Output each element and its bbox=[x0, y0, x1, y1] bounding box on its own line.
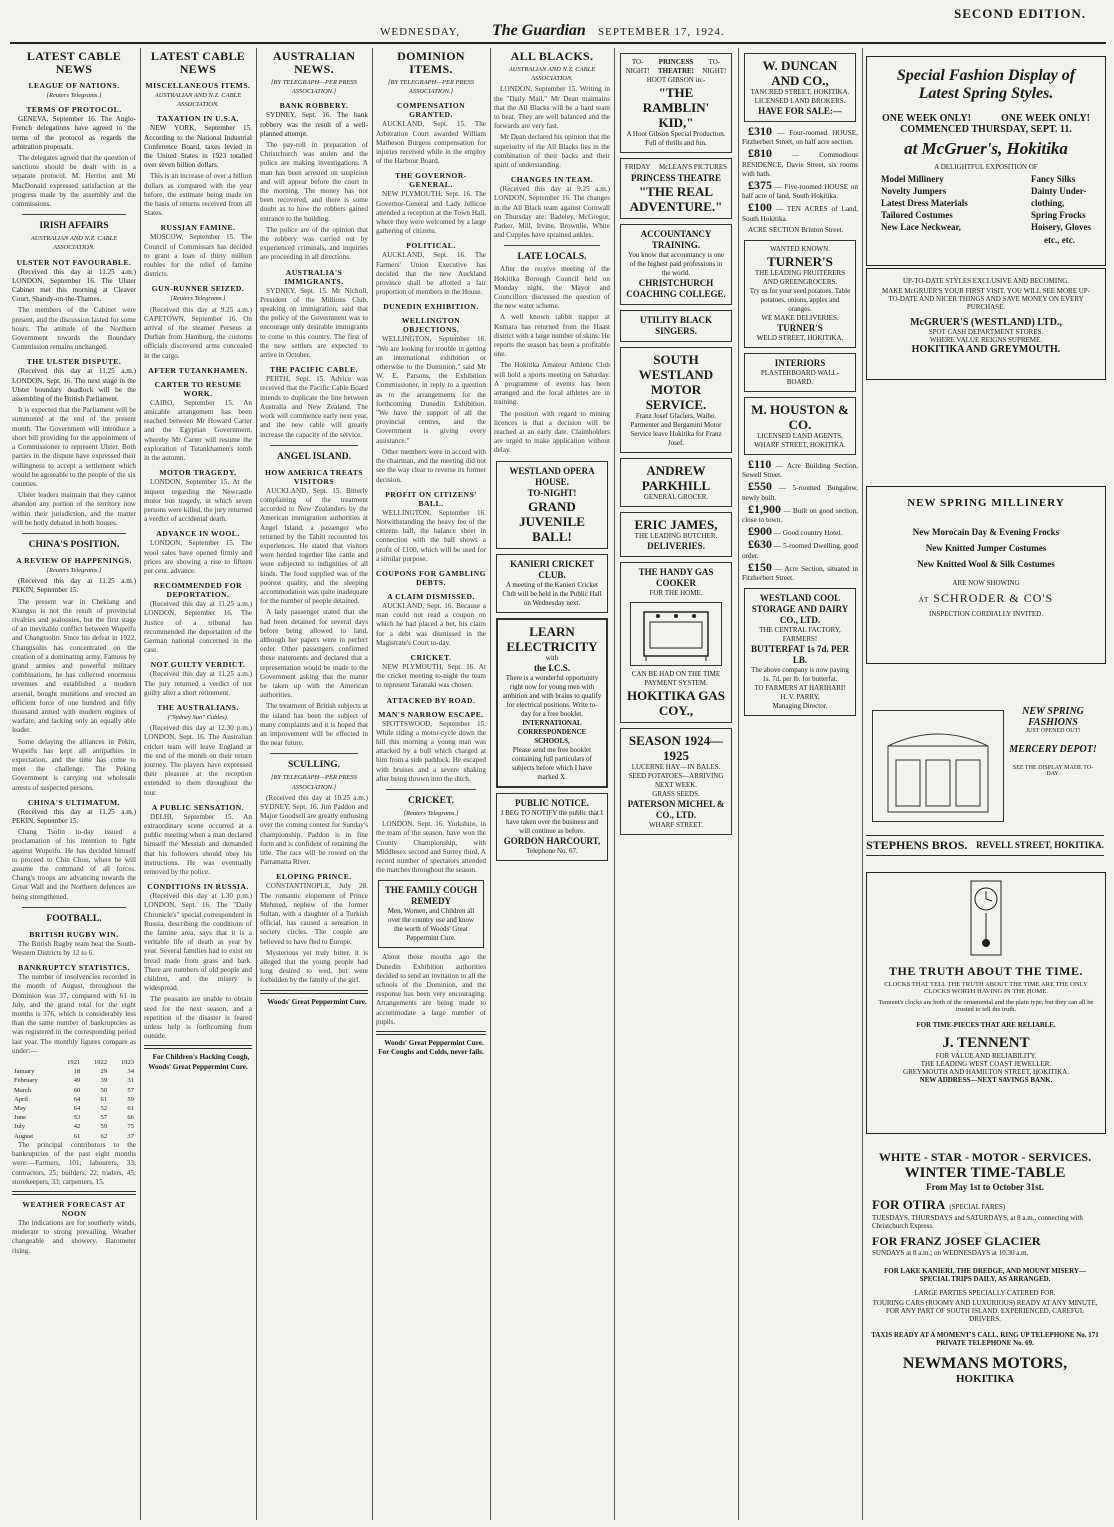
advert-singers: UTILITY BLACK SINGERS. bbox=[620, 310, 732, 342]
article-text: SYDNEY, Sept. 15. Mr Nicholl, President of the Millions Club, speaking on immigration, said that the policy of the Government was to encourage only desirable immigrants to come to this country. The first of the new settlers are expected to arrive in October. bbox=[260, 286, 368, 360]
table-row: April 64 61 59 bbox=[14, 1095, 134, 1103]
subheading: A PUBLIC SENSATION. bbox=[151, 802, 245, 812]
advert-cool-storage: WESTLAND COOL STORAGE AND DAIRY CO., LTD. THE CENTRAL FACTORY, FARMERS! BUTTERFAT 1s 7d. PER LB. The above company is now paying 1s. 7d. per lb. for butterfat. TO FARMERS AT HARIHARI! H. V. PARRY, Managing Director. bbox=[744, 588, 856, 716]
article-text: The present war in Chekiang and Kiangsu is not the result of provincial rivalries and jealousies, but the first stage of an inevitable conflict between Wupeifu and Changtsolin. Since his defeat in 1922, Changtsolin has concentrated on the creation of a dominating army. Famous by grand armies and powerful military combinations, he has collected enormous revenues and established a modern arsenal, bought munitions and erected an efficient force of one hundred and fifty thousand armed with modern engines of warfare, and lacking only an equally able leader. bbox=[12, 597, 136, 735]
masthead-day: WEDNESDAY, bbox=[380, 26, 460, 38]
source-line: AUSTRALIAN AND N.Z. CABLE ASSOCIATION. bbox=[154, 92, 242, 109]
article-text: This is an increase of over a billion dollars as compared with the year before, the estimate being made on the basis of returns received from all States. bbox=[144, 172, 252, 218]
table-row: May 64 52 61 bbox=[14, 1105, 134, 1113]
article-text: AUCKLAND, Sept. 15. Bitterly complaining of the treatment accorded to New Zealanders by the American immigration authorities at Angel Island, a passenger who returned by the Tahiti recounted his experiences. He stated that visitors were herded together like cattle and were subjected to indignities of all kinds. The food supplied was of the poorest quality, and the sleeping accommodation was quite inadequate for the number of people detained. bbox=[260, 486, 368, 606]
column-6 bbox=[618, 48, 734, 1520]
advert-motor-service: SOUTH WESTLAND MOTOR SERVICE. Franz Josef Glaciers, Waiho. Parmenter and Bergamini Motor Service leave Hokitika for Franz Josef. bbox=[620, 347, 732, 453]
column-rule bbox=[372, 48, 373, 1520]
subheading: DUNEDIN EXHIBITION. bbox=[383, 302, 479, 312]
article-text: GENEVA, September 16. The Anglo-French delegations have agreed to the terms of the protocol as regards the arbitration proposals. bbox=[12, 115, 136, 151]
article-text: Mr Dean declared his opinion that the superiority of the All Blacks lies in the combination of their backs and their spirit of understanding. bbox=[494, 133, 610, 170]
subheading: TERMS OF PROTOCOL. bbox=[26, 105, 122, 115]
article-text: (Received this day at 12.30 p.m.) LONDON, Sept. 16. The Australian cricket team will leave England at the end of the month on their return journey. The players have expressed their pleasure at the reception extended to them throughout the tour. bbox=[144, 724, 252, 797]
subheading: BRITISH RUGBY WIN. bbox=[29, 929, 119, 939]
subheading: AFTER TUTANKHAMEN. bbox=[148, 365, 248, 375]
subheading: CHANGES IN TEAM. bbox=[510, 175, 594, 185]
property-listing: £810 — Commodious RESIDENCE, Davie Street, six rooms with bath. bbox=[742, 146, 858, 178]
subheading: A CLAIM DISMISSED. bbox=[387, 591, 475, 601]
advert-parkhill: ANDREW PARKHILL GENERAL GROCER. bbox=[620, 458, 732, 507]
subheading: BANKRUPTCY STATISTICS. bbox=[18, 963, 130, 973]
headline: IRISH AFFAIRS bbox=[39, 221, 109, 232]
column-4 bbox=[376, 48, 486, 1520]
advert-turners: WANTED KNOWN. TURNER'S THE LEADING FRUITERERS AND GREENGROCERS. Try us for your seed potatoes. Table potatoes, onions, apples and oranges. WE MAKE DELIVERIES. TURNER'S WELD STREET, HOKITIKA. bbox=[744, 240, 856, 348]
property-listing: £310 — Four-roomed HOUSE, Fitzherbert Street, on half acre section. bbox=[742, 124, 858, 147]
article-text: WELLINGTON, September 16. "We are looking for trouble in getting an international exhibition or otherwise to the Dominion," said Mr W. E. Parsons, the Exhibition Commissioner, in reply to a question as to the arrangements for the forthcoming Dunedin Exhibition. "We have the support of all the provincial centres, and the Government is giving every assistance." bbox=[376, 335, 486, 445]
article-text: (Received this day at 9.25 a.m.) LONDON, September 16. The changes in the All Black team against Cornwall on Thursday are: Badeley, McGregor, Parker, Mill, Irvine, Brownlie, White and Cupples have sprained ankles. bbox=[494, 185, 610, 240]
article-text: (Received this day at 11.25 a.m.) The jury returned a verdict of not guilty after a short retirement. bbox=[144, 670, 252, 697]
advert-schroder: NEW SPRING MILLINERY New Morocain Day & Evening Frocks New Knitted Jumper Costumes New Knitted Wool & Silk Costumes ARE NOW SHOWING AT SCHRODER & CO'S INSPECTION CORDIALLY INVITED. bbox=[866, 486, 1106, 664]
advert-gas-cooker: THE HANDY GAS COOKER FOR THE HOME. CAN BE HAD ON THE TIME PAYMENT SYSTEM. HOKITIKA GAS COY., bbox=[620, 562, 732, 723]
advert-public-notice: PUBLIC NOTICE. I BEG TO NOTIFY the public that I have taken over the business and will continue as before. GORDON HARCOURT, Telephone No. 67. bbox=[496, 793, 608, 861]
article-text: (Received this day at 1.30 p.m.) LONDON, Sept. 16. The "Daily Chronicle's" special correspondent in Russia, describing the conditions of the famine area, says that it is a veritable life of death as year by year. Several families had to exist on bread made from grass and bark. There are numbers of old people and children, and the misery is widespread. bbox=[144, 892, 252, 993]
column-5 bbox=[494, 48, 610, 1520]
article-text: LONDON, September 15. Writing in the "Daily Mail," Mr Dean maintains that the All Blacks will be a hard team to beat. They are well balanced and the forwards are very fast. bbox=[494, 85, 610, 131]
article-text: Mysterious yet truly bitter, it is alleged that the young people had long desired to wed, but were forbidden by the family of the girl. bbox=[260, 948, 368, 985]
table-row: August 61 62 37 bbox=[14, 1132, 134, 1140]
subheading: NOT GUILTY VERDICT. bbox=[150, 660, 246, 670]
advert-electricity: LEARN ELECTRICITY with the I.C.S. There is a wonderful opportunity right now for young men with ambition and with brains to qualify for electrical positions. Write to-day for a free booklet. INTERNATIONAL CORRESPONDENCE SCHOOLS, Please send me free booklet containing full particulars of subjects before which I have marked X. bbox=[496, 618, 608, 788]
column-rule bbox=[140, 48, 141, 1520]
source-line: [Reuters Telegrams.] bbox=[170, 295, 226, 303]
column-2 bbox=[144, 48, 252, 1520]
article-text: CAIRO, September 15. An amicable arrangement has been reached between Mr Howard Carter and the Egyptian Government, whereby Mr Carter will resume the exploration of Tutankhamen's tomb in the autumn. bbox=[144, 398, 252, 463]
table-row: January 18 29 34 bbox=[14, 1068, 134, 1076]
article-text: AUCKLAND, Sept. 16. The Farmers' Union Executive has decided that the new Auckland province shall be allotted a fair proportion of members in the House. bbox=[376, 251, 486, 297]
subheading: ULSTER NOT FAVOURABLE. bbox=[16, 257, 132, 267]
subheading: TAXATION IN U.S.A. bbox=[157, 114, 239, 124]
subheading: ADVANCE IN WOOL. bbox=[156, 529, 240, 539]
source-line: [Reuters Telegrams.] bbox=[403, 809, 459, 817]
article-text: The position with regard to mining licences is that a decision will be reached at an early date. Claimholders are urged to make application without delay. bbox=[494, 409, 610, 455]
masthead bbox=[0, 0, 1114, 42]
shopfront-illustration-icon bbox=[872, 710, 1004, 822]
advert-newmans-motors: WHITE - STAR - MOTOR - SERVICES. WINTER TIME-TABLE From May 1st to October 31st. FOR OTIRA (SPECIAL FARES) TUESDAYS, THURSDAYS and SATURDAYS, at 8 a.m., connecting with Christchurch Express. FOR FRANZ JOSEF GLACIER SUNDAYS at 8 a.m.; on WEDNESDAYS at 10.30 a.m. FOR LAKE KANIERI, THE DREDGE, AND MOUNT MISERY—SPECIAL TRIPS DAILY, AS ARRANGED. LARGE PARTIES SPECIALLY CATERED FOR. TOURING CARS (ROOMY AND LUXURIOUS) READY AT ANY MINUTE, FOR ANY PART OF SOUTH ISLAND. EXPERIENCED, CAREFUL DRIVERS. TAXIS READY AT A MOMENT'S CALL. RING UP TELEPHONE No. 171 PRIVATE TELEPHONE No. 69. NEWMANS MOTORS, HOKITIKA bbox=[866, 1146, 1104, 1510]
table-row: March 60 50 57 bbox=[14, 1086, 134, 1094]
headline: ALL BLACKS. bbox=[510, 49, 594, 63]
article-text: Ulster leaders maintain that they cannot abandon any portion of the territory now within their jurisdiction, and the matter will be hotly debated in both houses. bbox=[12, 491, 136, 527]
advert-text: Woods' Great Peppermint Cure. For Coughs and Colds, never fails. bbox=[378, 1039, 484, 1057]
advert-text: Woods' Great Peppermint Cure. bbox=[267, 997, 367, 1006]
article-text: PERTH, Sept. 15. Advice was received that the Pacific Cable Board intends to duplicate the line between Australia and New Zealand. The work will commence early next year, and the new cable will greatly increase the capacity of the service. bbox=[260, 375, 368, 439]
article-text: A well known rabbit trapper at Kumara has returned from the Haast district with a large number of skins. He reports the season has been a profitable one. bbox=[494, 313, 610, 359]
article-text: SYDNEY, Sept. 16. The bank robbery was the result of a well-planned attempt. bbox=[260, 111, 368, 138]
article-text: LONDON, Sept. 16. Yorkshire, in the team of the season, have won the County Championship, with Middlesex second and Surrey third. A record number of spectators attended the matches throughout the season. bbox=[376, 820, 486, 875]
table-header-row: 1921 1922 1923 bbox=[67, 1059, 134, 1067]
subheading: COUPONS FOR GAMBLING DEBTS. bbox=[376, 568, 486, 587]
headline: FOOTBALL. bbox=[46, 913, 102, 924]
advert-interiors: INTERIORS PLASTERBOARD WALL-BOARD. bbox=[744, 353, 856, 392]
article-text: The members of the Cabinet were present, and the discussion lasted for some hours. The attitude of the Northern Government towards the Boundary Commission remains unchanged. bbox=[12, 306, 136, 352]
article-text: (Received this day at 9.25 a.m.) CAPETOWN, September 16. On arrival of the steamer Perseus at Durban from Hamburg, the customs officials discovered arms concealed in the cargo. bbox=[144, 305, 252, 360]
masthead-paper-title: The Guardian bbox=[492, 22, 586, 39]
column-3 bbox=[260, 48, 368, 1520]
headline: MISCELLANEOUS ITEMS. bbox=[145, 81, 251, 90]
edition-label: SECOND EDITION. bbox=[953, 6, 1086, 21]
column-rule bbox=[614, 48, 615, 1520]
headline: LATEST CABLE NEWS bbox=[150, 49, 246, 76]
column-rule bbox=[256, 48, 257, 1520]
article-text: NEW PLYMOUTH, Sept. 16. At the cricket meeting to-night the team to represent Taranaki was chosen. bbox=[376, 662, 486, 690]
source-line: [Reuters Telegrams.] bbox=[46, 566, 102, 574]
advert-princess-theatre: TO-NIGHT! PRINCESS THEATRE! TO-NIGHT! HOOT GIBSON in:- "THE RAMBLIN' KID," A Hoot Gibson Special Production. Full of thrills and fun. bbox=[620, 53, 732, 153]
article-text: (Received this day at 11.25 a.m.) PEKIN, September 15. bbox=[12, 807, 136, 825]
advert-duncan: W. DUNCAN AND CO., TANCRED STREET, HOKITIKA. LICENSED LAND BROKERS. HAVE FOR SALE:— bbox=[744, 53, 856, 122]
subheading: RECOMMENDED FOR DEPORTATION. bbox=[153, 581, 243, 600]
article-text: The principal contributors to the bankruptcies of the past eight months were:—Farmers, 101; labourers, 33; contractors, 25; builders, 22; traders, 45; storekeepers, 33; carpenters, 15. bbox=[12, 1140, 136, 1186]
source-line: ("Sydney Sun" Cables). bbox=[167, 713, 229, 721]
advert-mcleans-pictures: FRIDAY McLEAN'S PICTURES PRINCESS THEATRE "THE REAL ADVENTURE." bbox=[620, 158, 732, 218]
article-text: The pay-roll in preparation of Christchurch was stolen and the police are making investigations. A man has been arrested on suspicion and will appear before the court in the morning. The money has not been recovered, and there is some doubt as to how the robbers gained entrance to the building. bbox=[260, 141, 368, 223]
advert-accountancy: ACCOUNTANCY TRAINING. You know that accountancy is one of the highest paid professions in the world. CHRISTCHURCH COACHING COLLEGE. bbox=[620, 224, 732, 305]
column-rule bbox=[738, 48, 739, 1520]
subheading: THE GOVERNOR-GENERAL. bbox=[395, 171, 467, 190]
advert-mcgruer-fashion: Special Fashion Display of Latest Spring Styles. ONE WEEK ONLY! ONE WEEK ONLY! COMMENCED THURSDAY, SEPT. 11. at McGruer's, Hokitika A DELIGHTFUL EXPOSITION OF Model Millinery Novelty Jumpers Latest Dress Materials Tailored Costumes New Lace Neckwear, Fancy Silks Dainty Under- clothing, Spring Frocks Hoisery, Gloves etc., etc. bbox=[866, 56, 1106, 266]
property-listing: £630 — 5-roomed Dwelling, good order. bbox=[742, 537, 858, 560]
advert-cough-remedy: THE FAMILY COUGH REMEDY Men, Women, and Children all over the country use and know the worth of Woods' Great Peppermint Cure. bbox=[378, 880, 484, 948]
column-1 bbox=[12, 48, 136, 1520]
property-listing: ACRE SECTION Brinton Street. bbox=[748, 225, 844, 234]
article-text: The number of insolvencies recorded in the month of August, throughout the Dominion was 37, compared with 61 in July, and the grand total for the eight months is 376, which is considerably less than the same number of bankruptcies as was registered in the corresponding period last year. The monthly figures compare as under:— bbox=[12, 973, 136, 1055]
article-text: Chang Tsolin to-day issued a proclamation of his intention to fight against Wupeifu. He has decided himself to proceed to Chin Chou, where he will assume the command of all forces. Chang's troops are advancing towards the Great Wall and the Northern defences are being strengthened. bbox=[12, 828, 136, 901]
subheading: CHINA'S ULTIMATUM. bbox=[27, 797, 121, 807]
subheading: THE PACIFIC CABLE. bbox=[270, 365, 358, 375]
article-text: The indications are for southerly winds, moderate to strong prevailing. Weather changeable and showery. Barometer rising. bbox=[12, 1218, 136, 1255]
subheading: MAN'S NARROW ESCAPE. bbox=[378, 709, 484, 719]
advert-houston: M. HOUSTON & CO. LICENSED LAND AGENTS, WHARF STREET, HOKITIKA. bbox=[744, 397, 856, 455]
advert-stephens: NEW SPRING FASHIONS JUST OPENED OUT! MERCERY DEPOT! SEE THE DISPLAY MADE TO-DAY. STEPHENS BROS. REVELL STREET, HOKITIKA. bbox=[866, 700, 1104, 870]
subheading: CARTER TO RESUME WORK. bbox=[154, 379, 242, 398]
masthead-date: SEPTEMBER 17, 1924. bbox=[598, 26, 725, 38]
table-row: February 49 39 31 bbox=[14, 1077, 134, 1085]
article-text: Some delaying the alliances in Pekin, Wupeifu has kept all antipathies in expectation, and the time has come to meet the challenge. The Peking Government is carrying out wholesale arrests of suspected persons. bbox=[12, 737, 136, 792]
headline: DOMINION ITEMS. bbox=[397, 49, 465, 76]
advert-seeds: SEASON 1924—1925 LUCERNE HAY—IN BALES. SEED POTATOES—ARRIVING NEXT WEEK. GRASS SEEDS. PATERSON MICHEL & CO., LTD. WHARF STREET. bbox=[620, 728, 732, 835]
subheading: BANK ROBBERY. bbox=[279, 101, 349, 111]
column-rule bbox=[862, 48, 863, 1520]
headline: LATEST CABLE NEWS bbox=[26, 49, 122, 76]
article-text: The peasants are unable to obtain seed for the next season, and a repetition of the disaster is feared unless help is forthcoming from outside. bbox=[144, 995, 252, 1041]
property-listing: £550 — 5-roomed Bungalow, newly built. bbox=[742, 479, 858, 502]
property-listing: £900 — Good country Hotel. bbox=[748, 524, 843, 539]
article-text: DELHI, September 15. An extraordinary scene occurred at a public meeting when a man declared himself the Messiah and demanded that his followers should obey his instructions. He was eventually removed by the police. bbox=[144, 812, 252, 876]
subheading: POLITICAL. bbox=[406, 241, 456, 251]
article-text: After the receive meeting of the Hokitika Borough Council held on Monday night, the Mayor and Councillors discussed the question of the new water scheme. bbox=[494, 265, 610, 311]
subheading: MOTOR TRAGEDY. bbox=[159, 468, 237, 478]
table-row: June 53 57 66 bbox=[14, 1114, 134, 1122]
article-text: (Received this day at 11.25 a.m.) LONDON, September 16. The Justice of a tribunal has recommended the deportation of the German national concerned in the case. bbox=[144, 600, 252, 655]
subheading: CONDITIONS IN RUSSIA. bbox=[147, 882, 249, 892]
subheading: ELOPING PRINCE. bbox=[276, 872, 352, 882]
subheading: COMPENSATION GRANTED. bbox=[396, 101, 466, 120]
article-text: (Received this day at 10.25 a.m.) SYDNEY, Sept. 16. Jim Paddon and Major Goodsell are greatly enthusing over the coming contest for Sunday's championship. Paddon is in fine form and is confident of retaining the title. The race will be rowed on the Parramatta River. bbox=[260, 793, 368, 867]
advert-eric-james: ERIC JAMES, THE LEADING BUTCHER. DELIVERIES. bbox=[620, 512, 732, 557]
source-line: [BY TELEGRAPH—PER PRESS ASSOCIATION.] bbox=[271, 79, 357, 96]
subheading: THE AUSTRALIANS. bbox=[157, 702, 239, 712]
article-text: The delegates agreed that the question of sanctions should be dealt with in a separate protocol. M. Herriot and Mr MacDonald expressed satisfaction at the progress made by the assembly and the commissions. bbox=[12, 154, 136, 209]
article-text: AUCKLAND, Sept. 15. The Arbitration Court awarded William Matheson Burgess compensation for injuries received while in the employ of the Harbour Board. bbox=[376, 120, 486, 166]
subheading: PROFIT ON CITIZENS' BALL. bbox=[385, 489, 477, 508]
headline: SCULLING. bbox=[288, 760, 340, 771]
advert-cricket-club: KANIERI CRICKET CLUB. A meeting of the Kanieri Cricket Club will be held in the Public Hall on Wednesday next. bbox=[496, 554, 608, 613]
headline: CRICKET. bbox=[407, 795, 454, 806]
article-text: The Hokitika Amateur Athletic Club will hold a sports meeting on Saturday. A programme of events has been arranged and the local athletes are in training. bbox=[494, 361, 610, 407]
source-line: [Reuters Telegrams.] bbox=[46, 92, 102, 99]
article-text: The British Rugby team beat the South-Western Districts by 12 to 6. bbox=[12, 939, 136, 958]
article-text: About those mouths ago the Dunedin Exhibition authorities decided to send an invitation to all the schools of the Dominion, and the response has been very encouraging. Arrangements are being made to accommodate a large number of pupils. bbox=[376, 953, 486, 1026]
advert-tennent: THE TRUTH ABOUT THE TIME. CLOCKS THAT TELL THE TRUTH ABOUT THE TIME ARE THE ONLY CLOCKS WORTH HAVING IN THE HOME. Tennent's clocks are both of the ornamental and the plain type, but they can all be trusted to tell the truth. FOR TIME-PIECES THAT ARE RELIABLE. J. TENNENT FOR VALUE AND RELIABILITY. THE LEADING WEST COAST JEWELLER. GREYMOUTH AND HAMILTON STREET, HOKITIKA. NEW ADDRESS—NEXT SAVINGS BANK. bbox=[866, 872, 1106, 1134]
subheading: WELLINGTON OBJECTIONS. bbox=[401, 316, 461, 335]
article-text: CONSTANTINOPLE, July 28. The romantic elopement of Prince Mehmed, nephew of the former Sultan, with a daughter of a Turkish official, has caused a sensation in society circles. The couple are believed to have fled to Europe. bbox=[260, 882, 368, 946]
article-text: The treatment of British subjects at the island has been the subject of many complaints and it is hoped that an improvement will be effected in the near future. bbox=[260, 702, 368, 748]
subheading: THE ULSTER DISPUTE. bbox=[26, 357, 122, 367]
property-listing: £375 — Five-roomed HOUSE on half acre of land, South Hokitika. bbox=[742, 178, 858, 201]
subheading: CRICKET. bbox=[410, 652, 452, 662]
source-line: [BY TELEGRAPH—PER PRESS ASSOCIATION.] bbox=[271, 774, 357, 791]
headline: LEAGUE OF NATIONS. bbox=[28, 81, 120, 90]
subheading: GUN-RUNNER SEIZED. bbox=[151, 284, 245, 294]
article-text: (Received this day at 11.25 a.m.) LONDON, September 16. The Ulster Cabinet met this morning at Cleaver Court, Shandy-on-the-Thames. bbox=[12, 267, 136, 304]
advert-text: For Children's Hacking Cough, Woods' Great Peppermint Cure. bbox=[148, 1053, 250, 1071]
subheading: RUSSIAN FAMINE. bbox=[160, 223, 236, 233]
article-text: AUCKLAND, Sept. 16. Because a man could not read a coupon on which he had placed a bet, his claim for a debt was dismissed in the Magistrate's Court to-day. bbox=[376, 601, 486, 647]
headline: ANGEL ISLAND. bbox=[277, 451, 351, 462]
subheading: A REVIEW OF HAPPENINGS. bbox=[16, 555, 132, 565]
source-line: AUSTRALIAN AND N.Z. CABLE ASSOCIATION. bbox=[30, 235, 118, 252]
article-text: NEW YORK, September 15. According to the National Industrial Conference Board, taxes levied in the United States in 1923 totalled over seven billion dollars. bbox=[144, 124, 252, 170]
column-7 bbox=[742, 48, 858, 1520]
article-text: LONDON, September 15. The wool sales have opened firmly and prices are showing a rise to fifteen per cent. advance. bbox=[144, 539, 252, 575]
article-text: A lady passenger stated that she had been detained for several days before being allowed to land, although her papers were in perfect order. Other passengers confirmed these statements and declared that a representation would be made to the Government asking that the matter be taken up with the American authorities. bbox=[260, 608, 368, 700]
subheading: HOW AMERICA TREATS VISITORS bbox=[264, 467, 364, 486]
masthead-rule bbox=[10, 42, 1106, 44]
table-row: July 42 59 75 bbox=[14, 1123, 134, 1131]
property-listing: £1,900 — Built on good section, close to town. bbox=[742, 501, 858, 525]
source-line: AUSTRALIAN AND N.Z. CABLE ASSOCIATION. bbox=[508, 66, 596, 83]
clock-icon bbox=[966, 879, 1006, 964]
article-text: The police are of the opinion that the robbery was carried out by experienced criminals, and inquiries are proceeding in all directions. bbox=[260, 225, 368, 262]
headline: LATE LOCALS. bbox=[517, 252, 587, 263]
advert-opera-house: WESTLAND OPERA HOUSE. TO-NIGHT! GRAND JUVENILE BALL! bbox=[496, 461, 608, 549]
article-text: (Received this day at 11.25 a.m.) PEKIN, September 15. bbox=[12, 577, 136, 595]
article-text: WELLINGTON, September 16. Notwithstanding the heavy fee of the citizens ball, the balance sheet in connection with the ball shows a profit of £100, which will be used for a similar purpose. bbox=[376, 508, 486, 563]
advert-mcgruer-ltd: UP-TO-DATE STYLES EXCLUSIVE AND BECOMING. MAKE McGRUER'S YOUR FIRST VISIT. YOU WILL SEE MORE UP-TO-DATE AND NICER THINGS AND SAVE MONEY ON EVERY PURCHASE. McGRUER'S (WESTLAND) LTD., SPOT CASH DEPARTMENT STORES. WHERE VALUE REIGNS SUPREME. HOKITIKA AND GREYMOUTH. bbox=[866, 268, 1106, 380]
headline: AUSTRALIAN NEWS. bbox=[272, 49, 356, 76]
property-listing: £150 — Acre Section, situated in Fitzherbert Street. bbox=[742, 559, 858, 583]
article-text: MOSCOW, September 15. The Council of Commissars has decided to grant a loan of thirty million roubles for the relief of famine districts. bbox=[144, 233, 252, 279]
source-line: [BY TELEGRAPH—PER PRESS ASSOCIATION.] bbox=[388, 79, 474, 96]
property-listing: £110 — Acre Building Section, Sewell Street. bbox=[742, 457, 858, 480]
property-listing: £100 — TEN ACRES of Land, South Hokitika. bbox=[742, 200, 858, 223]
bankruptcy-table bbox=[12, 1058, 136, 1141]
subheading: ATTACKED BY ROAD. bbox=[386, 695, 476, 705]
article-text: SPOTTSWOOD, September 15. While riding a motor-cycle down the hill this morning a young man was attacked by a bull which charged at him from a side paddock. He escaped with bruises and a severe shaking after being thrown into the ditch. bbox=[376, 719, 486, 783]
article-text: Other members were in accord with the chairman, and the meeting did not see the way clear to reverse its former decision. bbox=[376, 447, 486, 484]
headline: WEATHER FORECAST AT NOON bbox=[22, 1199, 126, 1218]
headline: CHINA'S POSITION. bbox=[28, 539, 120, 550]
column-rule bbox=[490, 48, 491, 1520]
article-text: LONDON, September 15. At the inquest regarding the Newcastle motor bus tragedy, in which seven persons were killed, the jury returned a verdict of accidental death. bbox=[144, 478, 252, 524]
subheading: AUSTRALIA'S IMMIGRANTS. bbox=[284, 267, 344, 286]
article-text: (Received this day at 11.25 a.m.) LONDON, Sept. 16. The next stage in the Ulster boundary deadlock will be the assembling of the British Parliament. bbox=[12, 367, 136, 404]
article-text: It is expected that the Parliament will be summoned at the end of the present month. The Government will introduce a short bill providing for the appointment of a Commissioner to represent Ulster. Both parties in the dispute have expressed their willingness to accept a settlement which would be agreeable to the people of the six counties. bbox=[12, 406, 136, 488]
article-text: NEW PLYMOUTH, Sept. 16. The Governor-General and Lady Jellicoe attended a reception at the Town Hall, where they were welcomed by a large gathering of citizens. bbox=[376, 190, 486, 236]
gas-cooker-icon bbox=[630, 602, 722, 666]
